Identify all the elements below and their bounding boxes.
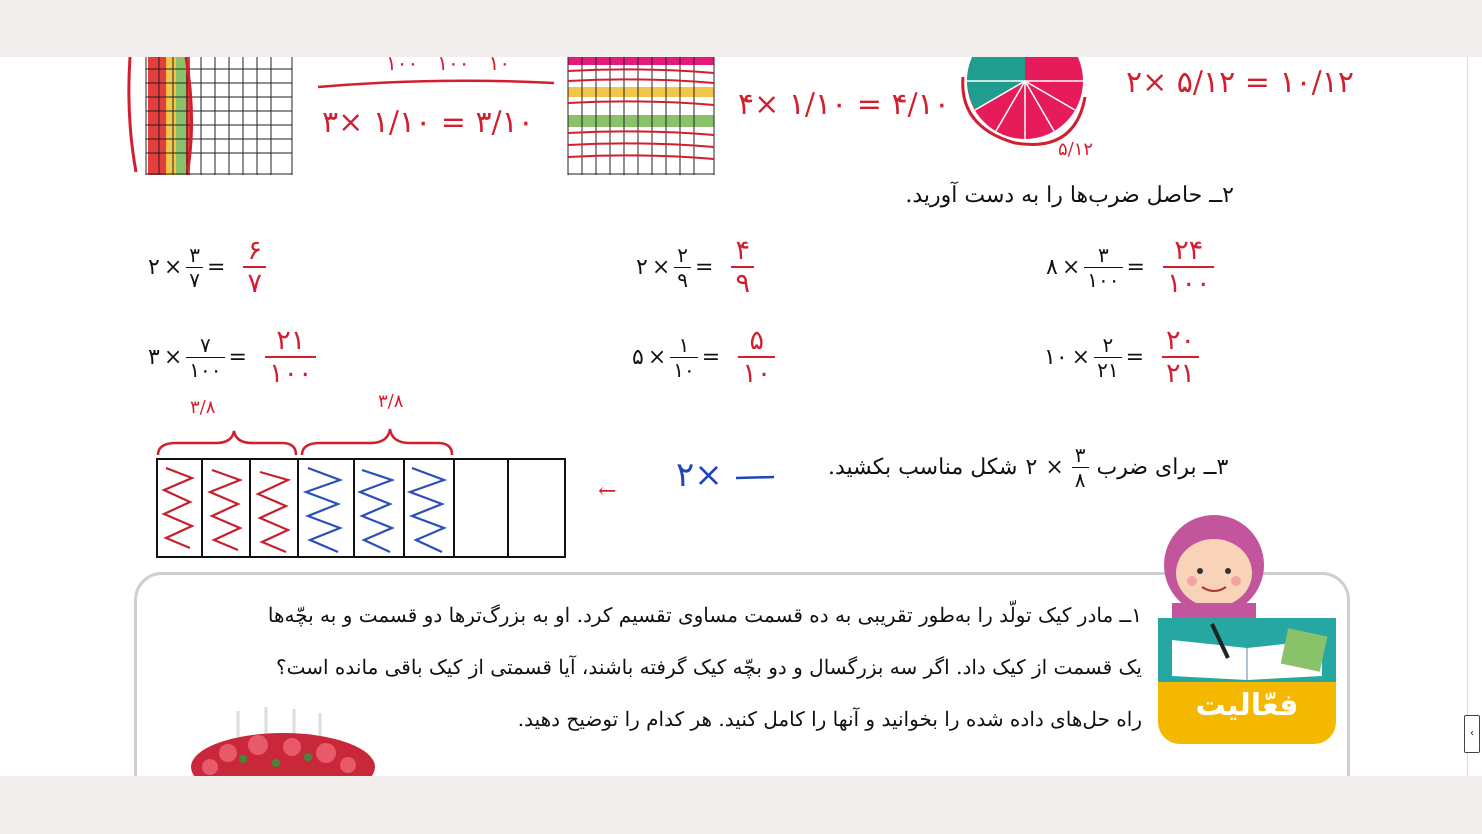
denominator: ۱۰ <box>670 357 697 380</box>
answer-fraction <box>738 327 775 387</box>
brace-label-1: ۳/۸ <box>190 397 216 418</box>
equals-sign: = <box>695 254 714 280</box>
whole-number: ۳ <box>148 344 160 370</box>
fraction <box>670 332 697 382</box>
answer-fraction <box>1162 327 1199 387</box>
expression-3 <box>1046 237 1214 297</box>
denominator: ۱۰۰ <box>1084 267 1122 290</box>
sketch-equation-1: ۳× ۱/۱۰ = ۳/۱۰ <box>322 105 534 140</box>
times-sign: × <box>1071 344 1091 370</box>
sketch-pie-label: ۵/۱۲ <box>1058 139 1094 160</box>
denominator: ۷ <box>186 267 203 290</box>
answer-numerator: ۲۱ <box>276 325 306 356</box>
whole-number: ۲ <box>636 254 648 280</box>
equals-sign: = <box>701 344 721 370</box>
fraction <box>186 332 224 382</box>
question-3-prefix: ۳ــ برای ضرب <box>1096 455 1229 480</box>
grid-figure-left <box>126 57 296 177</box>
sketch-equation-2: ۴× ۱/۱۰ = ۴/۱۰ <box>738 87 950 122</box>
times-sign: × <box>651 254 671 280</box>
times-sign: × <box>1045 455 1064 480</box>
book-icon <box>1158 618 1336 682</box>
whole-number: ۱۰ <box>1044 344 1068 370</box>
whole-number: ۲ <box>148 254 160 280</box>
scroll-handle-icon[interactable]: ‹ <box>1464 715 1480 753</box>
activity-line-1: ۱ــ مادر کیک تولّد را به‌طور تقریبی به ده قسمت مساوی تقسیم کرد. او به بزرگ‌ترها دو قسمت و به بچّه‌ها <box>267 603 1142 627</box>
bottom-toolbar <box>0 776 1482 834</box>
question-3-whole: ۲ <box>1025 455 1038 480</box>
answer-denominator: ۱۰۰ <box>1163 266 1215 297</box>
activity-line-2: یک قسمت از کیک داد. اگر سه بزرگسال و دو بچّه کیک گرفته باشند، آیا قسمتی از کیک باقی مانده است؟ <box>276 655 1142 679</box>
answer-numerator: ۲۴ <box>1174 235 1204 266</box>
denominator: ۹ <box>674 267 691 290</box>
expression-5 <box>632 327 775 387</box>
hand-blank-line <box>734 473 778 483</box>
answer-numerator: ۴ <box>735 235 750 266</box>
question-3-suffix: شکل مناسب بکشید. <box>828 455 1018 480</box>
whole-number: ۵ <box>632 344 644 370</box>
answer-fraction <box>265 327 317 387</box>
activity-badge <box>1158 618 1336 744</box>
activity-line-3: راه حل‌های داده شده را بخوانید و آنها را کامل کنید. هر کدام را توضیح دهید. <box>517 707 1142 731</box>
denominator: ۲۱ <box>1094 357 1121 380</box>
hand-expression: ۲× <box>676 455 723 495</box>
answer-denominator: ۷ <box>243 266 266 297</box>
fraction <box>674 242 691 292</box>
numerator: ۳ <box>1074 443 1086 467</box>
fraction <box>1094 332 1121 382</box>
numerator: ۳ <box>1098 242 1109 267</box>
expression-1 <box>148 237 266 297</box>
document-page <box>0 57 1482 776</box>
equals-sign: = <box>207 254 226 280</box>
times-sign: × <box>163 254 183 280</box>
numerator: ۱ <box>678 332 690 357</box>
vertical-scrollbar[interactable] <box>1467 57 1480 776</box>
top-toolbar <box>0 0 1482 57</box>
arrow-icon: ← <box>598 479 617 504</box>
sketch-fraction-line <box>316 75 556 95</box>
braces <box>156 425 456 461</box>
equals-sign: = <box>1126 254 1145 280</box>
whole-number: ۸ <box>1046 254 1058 280</box>
numerator: ۷ <box>200 332 211 357</box>
times-sign: × <box>1061 254 1081 280</box>
sketch-equation-3: ۲× ۵/۱۲ = ۱۰/۱۲ <box>1126 65 1355 100</box>
expression-2 <box>636 237 754 297</box>
question-3-fraction <box>1072 445 1089 490</box>
answer-denominator: ۲۱ <box>1162 356 1199 387</box>
fraction <box>186 242 203 292</box>
question-3-title <box>828 445 1228 490</box>
fraction <box>1084 242 1122 292</box>
sketch-top-fractions: ۱۰۰ ۱۰۰ ۱۰ <box>386 57 511 75</box>
answer-denominator: ۱۰ <box>738 356 775 387</box>
numerator: ۲ <box>1102 332 1114 357</box>
question-2-title: ۲ــ حاصل ضرب‌ها را به دست آورید. <box>905 183 1234 208</box>
brace-label-2: ۳/۸ <box>378 391 404 412</box>
answer-fraction <box>1163 237 1215 297</box>
answer-denominator: ۹ <box>731 266 754 297</box>
equals-sign: = <box>1125 344 1144 370</box>
numerator: ۲ <box>677 242 689 267</box>
cake-illustration <box>188 707 378 776</box>
denominator: ۱۰۰ <box>186 357 224 380</box>
answer-numerator: ۵ <box>749 325 764 356</box>
answer-fraction <box>731 237 754 297</box>
answer-numerator: ۶ <box>247 235 262 266</box>
times-sign: × <box>163 344 183 370</box>
denominator: ۸ <box>1072 467 1089 490</box>
badge-book-area <box>1158 618 1336 682</box>
answer-numerator: ۲۰ <box>1166 325 1196 356</box>
times-sign: × <box>647 344 667 370</box>
answer-denominator: ۱۰۰ <box>265 356 317 387</box>
numerator: ۳ <box>189 242 201 267</box>
girl-illustration <box>1158 515 1270 625</box>
activity-badge-label: فعّالیت <box>1195 688 1299 723</box>
grid-figure-middle <box>566 57 716 177</box>
expression-6 <box>1044 327 1199 387</box>
expression-4 <box>148 327 316 387</box>
answer-fraction <box>243 237 266 297</box>
equals-sign: = <box>228 344 247 370</box>
fraction-bar <box>156 458 566 558</box>
